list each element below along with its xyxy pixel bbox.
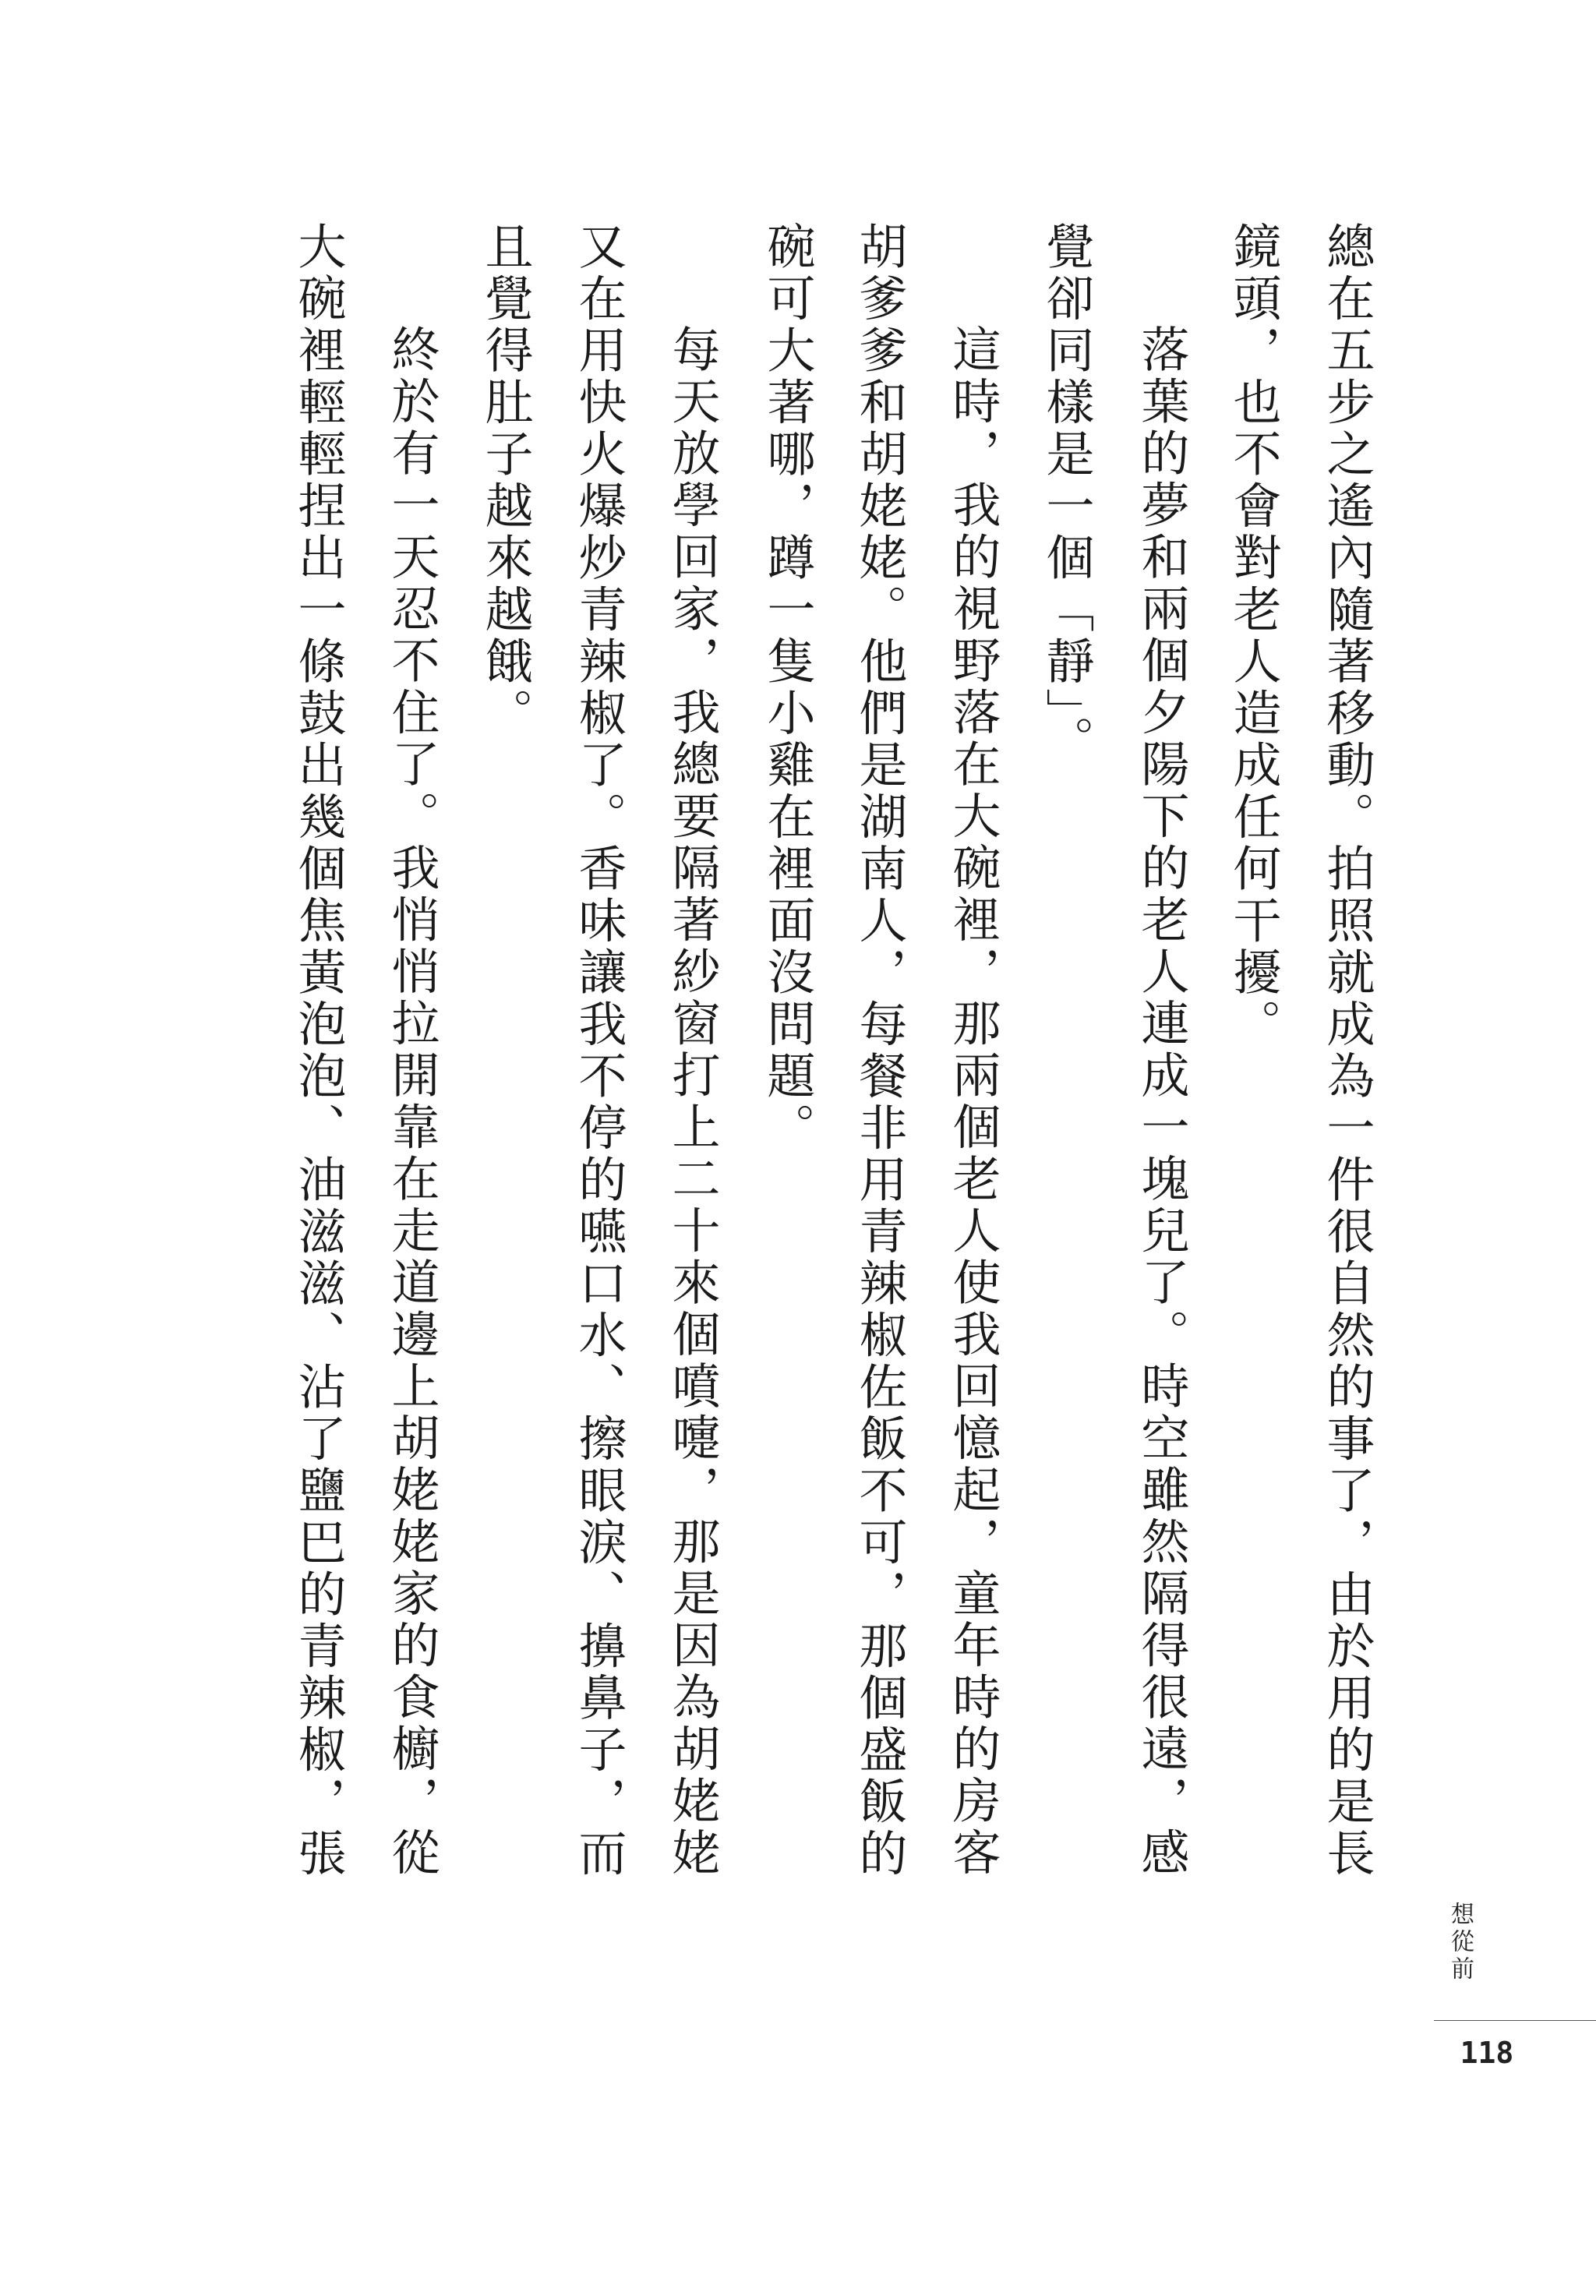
- text-column: 鏡頭，也不會對老人造成任何干擾。: [1225, 221, 1282, 1051]
- text-column: 這時，我的視野落在大碗裡，那兩個老人使我回憶起，童年時的房客: [945, 324, 1001, 1879]
- running-title: 想從前: [1446, 1902, 1474, 1983]
- text-column: 且覺得肚子越來越餓。: [477, 221, 534, 740]
- text-column: 大碗裡輕輕捏出一條鼓出幾個焦黃泡泡、油滋滋、沾了鹽巴的青辣椒，張: [290, 221, 347, 1880]
- text-column: 覺卻同樣是一個「靜」。: [1038, 221, 1095, 768]
- text-column: 又在用快火爆炒青辣椒了。香味讓我不停的嚥口水、擦眼淚、擤鼻子，而: [570, 221, 627, 1880]
- folio-rule: [1434, 2020, 1596, 2021]
- page-number: 118: [1460, 2036, 1514, 2070]
- text-column: 胡爹爹和胡姥姥。他們是湖南人，每餐非用青辣椒佐飯不可，那個盛飯的: [851, 221, 908, 1880]
- text-column: 總在五步之遙內隨著移動。拍照就成為一件很自然的事了，由於用的是長: [1319, 221, 1375, 1880]
- text-column: 落葉的夢和兩個夕陽下的老人連成一塊兒了。時空雖然隔得很遠，感: [1133, 324, 1190, 1879]
- text-column: 終於有一天忍不住了。我悄悄拉開靠在走道邊上胡姥姥家的食櫥，從: [383, 324, 440, 1879]
- text-column: 每天放學回家，我總要隔著紗窗打上二十來個噴嚏，那是因為胡姥姥: [664, 324, 721, 1879]
- text-column: 碗可大著哪，蹲一隻小雞在裡面沒問題。: [759, 221, 816, 1154]
